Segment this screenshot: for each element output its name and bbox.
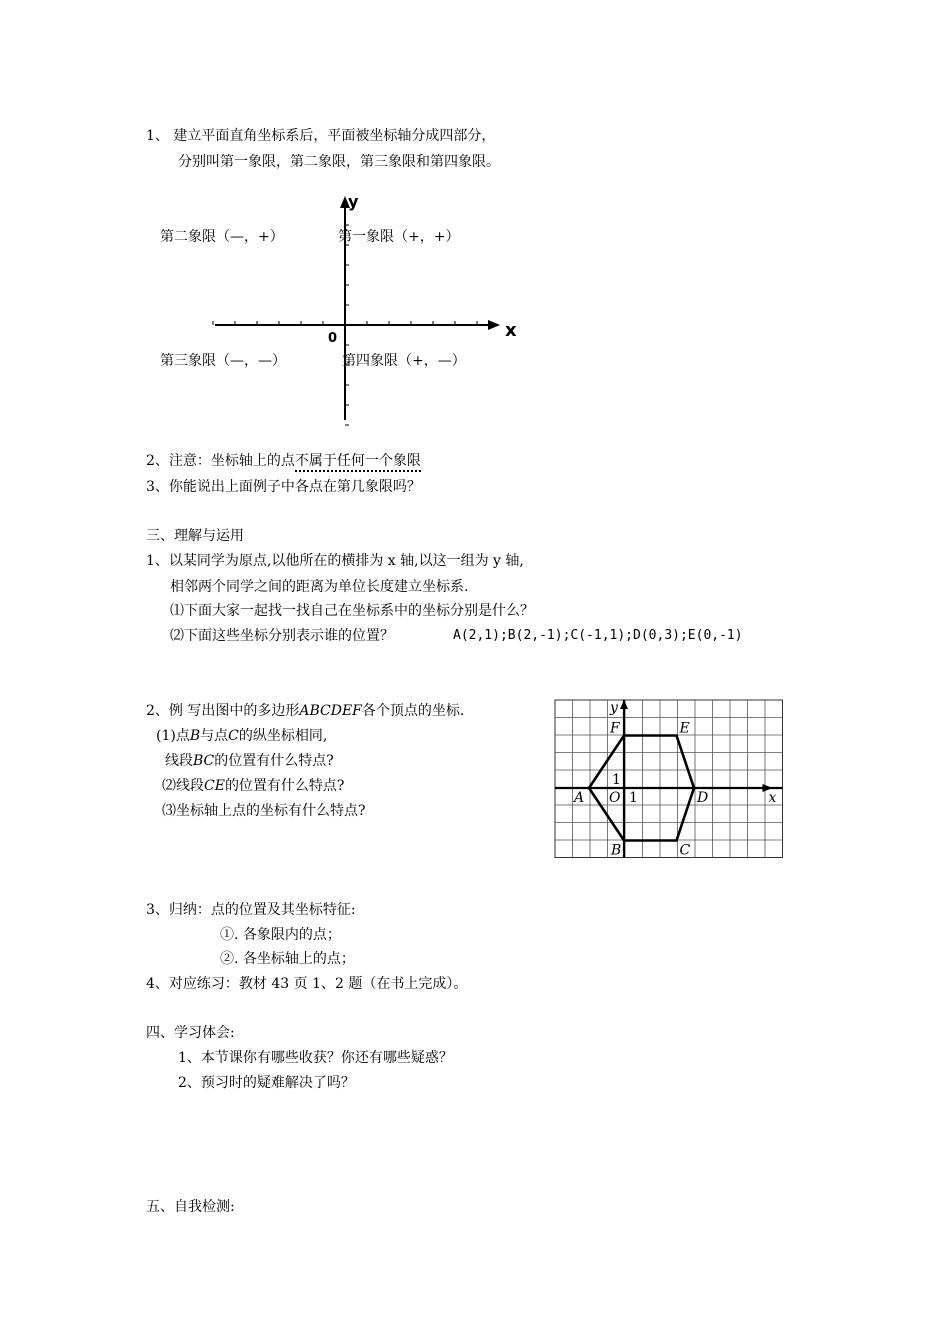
x-axis-label: x [505, 320, 517, 341]
note-prefix: 2、注意：坐标轴上的点 [146, 453, 295, 469]
s3-q3-sub-2: ②. 各坐标轴上的点； [220, 951, 355, 967]
note-emphasis: 不属于任何一个象限 [295, 453, 421, 472]
s4-item-1: 1、本节课你有哪些收获？你还有哪些疑惑？ [178, 1050, 453, 1066]
quadrant-4-label: 第四象限（+，—） [342, 353, 466, 369]
s3-q2-sub-2-c: 的位置有什么特点? [224, 778, 345, 794]
label-f: F [610, 720, 620, 737]
label-d: D [697, 790, 709, 806]
s3-q3-sub-1: ①. 各象限内的点； [220, 927, 341, 943]
s3-q2-sub-1-h: 的位置有什么特点? [214, 753, 334, 769]
label-origin: O [609, 790, 621, 806]
s3-q2-sub-1-line-1 [156, 727, 327, 745]
origin-label: 0 [328, 331, 338, 346]
s3-q2-sub-3: ⑶坐标轴上点的坐标有什么特点? [162, 803, 366, 819]
intro-line-1: 1、 建立平面直角坐标系后，平面被坐标轴分成四部分， [146, 128, 496, 144]
s3-q1-sub-1: ⑴下面大家一起找一找自己在坐标系中的坐标分别是什么？ [170, 603, 534, 619]
quadrant-3-label: 第三象限（—，—） [160, 353, 286, 369]
grid-border [555, 700, 783, 858]
s3-q2-sub-1-line-2 [165, 752, 334, 770]
s3-q2-suffix: 各个顶点的坐标. [361, 703, 465, 719]
s3-q2-sub-1-d: C [228, 728, 239, 744]
label-one-y: 1 [612, 772, 621, 788]
hexagon-grid-figure [555, 700, 783, 858]
label-one-x: 1 [629, 790, 638, 806]
label-e: E [679, 720, 690, 737]
s3-q2-sub-1-b: B [189, 728, 201, 744]
question-3: 3、你能说出上面例子中各点在第几象限吗？ [146, 479, 421, 495]
section-4-heading: 四、学习体会: [146, 1025, 235, 1041]
s3-q2-line [146, 702, 464, 720]
s3-q1-sub-2: ⑵下面这些坐标分别表示谁的位置？ [170, 628, 394, 644]
quadrant-2-label: 第二象限（—，+） [160, 229, 284, 245]
s3-q1-line-2: 相邻两个同学之间的距离为单位长度建立坐标系. [170, 579, 469, 595]
quadrant-1-label: 第一象限（+，+） [338, 229, 460, 245]
s3-q2-sub-1-g: BC [193, 753, 215, 769]
s3-q3-heading: 3、归纳：点的位置及其坐标特征: [146, 902, 356, 918]
grid-y-arrow [620, 700, 628, 709]
s3-q1-coords: A(2,1);B(2,-1);C(-1,1);D(0,3);E(0,-1) [453, 628, 743, 643]
section-3-heading: 三、理解与运用 [146, 528, 244, 544]
y-axis-label: y [348, 192, 359, 211]
s3-q2-sub-1-f: 线段 [165, 753, 193, 769]
label-y: y [610, 700, 618, 716]
s3-q4: 4、对应练习：教材 43 页 1、2 题（在书上完成）。 [146, 976, 468, 992]
s3-q1-line-1: 1、以某同学为原点,以他所在的横排为 x 轴,以这一组为 y 轴, [146, 553, 524, 569]
s4-item-2: 2、预习时的疑难解决了吗？ [178, 1075, 355, 1091]
label-x: x [768, 790, 777, 806]
intro-line-2: 分别叫第一象限，第二象限，第三象限和第四象限。 [178, 154, 500, 170]
s3-q2-sub-1-c: 与点 [200, 728, 229, 744]
s3-q2-sub-1-a: (1)点 [156, 728, 190, 744]
x-axis-arrow [488, 320, 500, 330]
s3-q2-sub-2-a: ⑵线段 [162, 778, 204, 794]
quadrant-diagram [140, 190, 540, 430]
section-5-heading: 五、自我检测: [146, 1199, 235, 1215]
s3-q2-sub-1-e: 的纵坐标相同, [238, 728, 328, 744]
s3-q2-polygon-name: ABCDEF [299, 703, 362, 719]
s3-q2-prefix: 2、例 写出图中的多边形 [146, 703, 300, 719]
label-c: C [679, 842, 691, 859]
note-line [146, 452, 421, 470]
label-a: A [574, 790, 585, 806]
label-b: B [611, 842, 622, 859]
s3-q2-sub-2-b: CE [204, 778, 225, 794]
s3-q2-sub-2 [162, 777, 344, 795]
